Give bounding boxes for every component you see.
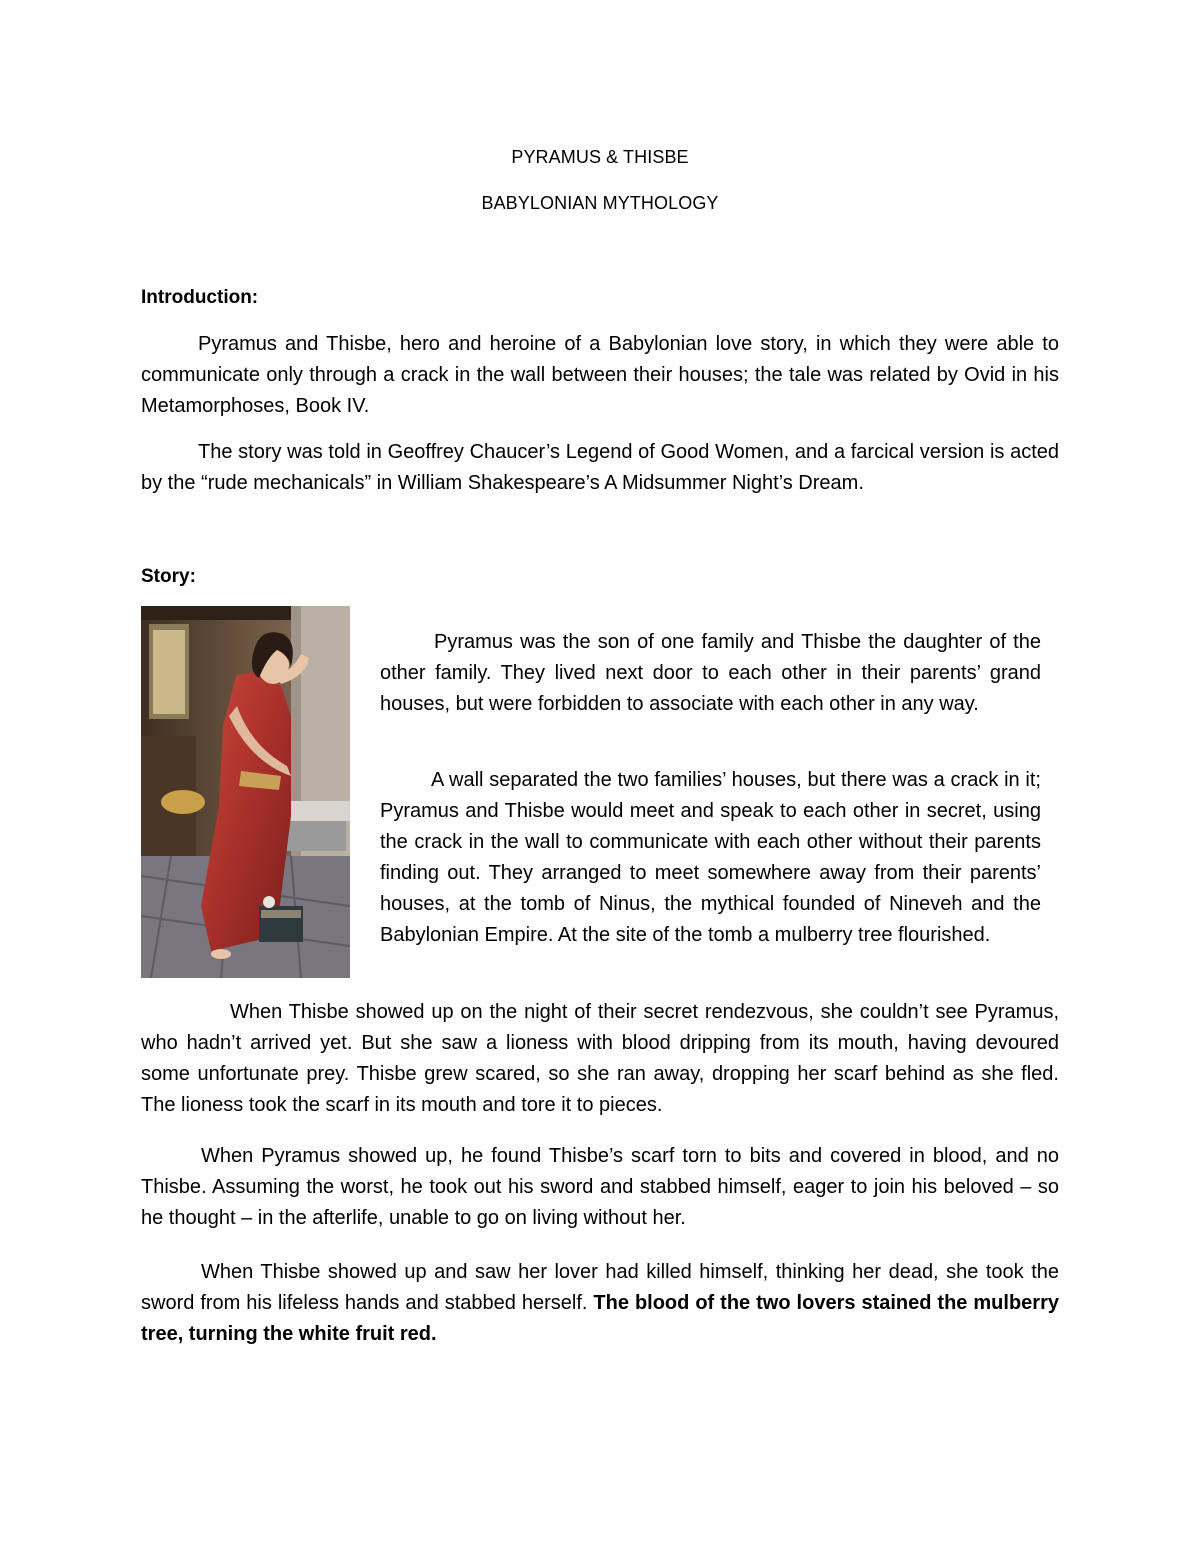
story-paragraph-4: When Pyramus showed up, he found Thisbe’s scarf torn to bits and covered in blood, and no Thisbe. Assuming the worst, he took out his sword and stabbed himself, eager to join his beloved – so he thought – in the afterlife, unable to go on living without her. [141, 1145, 1059, 1229]
story-paragraph-3: When Thisbe showed up on the night of their secret rendezvous, she couldn’t see Pyramus, who hadn’t arrived yet. But she saw a lioness with blood dripping from its mouth, having devoured some unfortunate prey. Thisbe grew scared, so she ran away, dropping her scarf behind as she fled. The lioness took the scarf in its mouth and tore it to pieces. [141, 1001, 1059, 1116]
introduction-heading: Introduction: [141, 287, 259, 308]
intro-paragraph-2: The story was told in Geoffrey Chaucer’s Legend of Good Women, and a farcical version is acted by the “rude mechanicals” in William Shakespeare’s A Midsummer Night’s Dream. [141, 441, 1059, 494]
intro-paragraph-1: Pyramus and Thisbe, hero and heroine of a Babylonian love story, in which they were able to communicate only through a crack in the wall between their houses; the tale was related by Ovid in his Metamorphoses, Book IV. [141, 333, 1059, 417]
document-title: PYRAMUS & THISBE [511, 147, 689, 167]
document-subtitle: BABYLONIAN MYTHOLOGY [481, 193, 719, 213]
story-paragraph-5-bold-text: The blood of the two lovers stained the mulberry tree, turning the white fruit red. [141, 1292, 1059, 1345]
story-paragraph-2: A wall separated the two families’ houses, but there was a crack in it; Pyramus and Thisbe would meet and speak to each other in secret, using the crack in the wall to communicate with each other without their parents finding out. They arranged to meet somewhere away from their parents’ houses, at the tomb of Ninus, the mythical founded of Nineveh and the Babylonian Empire. At the site of the tomb a mulberry tree flourished. [380, 769, 1041, 946]
story-paragraph-1: Pyramus was the son of one family and Thisbe the daughter of the other family. They lived next door to each other in their parents’ grand houses, but were forbidden to associate with each other in any way. [380, 631, 1041, 715]
story-paragraph-5 [141, 1257, 1059, 1350]
story-heading: Story: [141, 566, 196, 587]
pyramus-thisbe-painting [141, 606, 350, 978]
story-paragraph-5-text: When Thisbe showed up and saw her lover had killed himself, thinking her dead, she took the sword from his lifeless hands and stabbed herself. [141, 1261, 1059, 1314]
